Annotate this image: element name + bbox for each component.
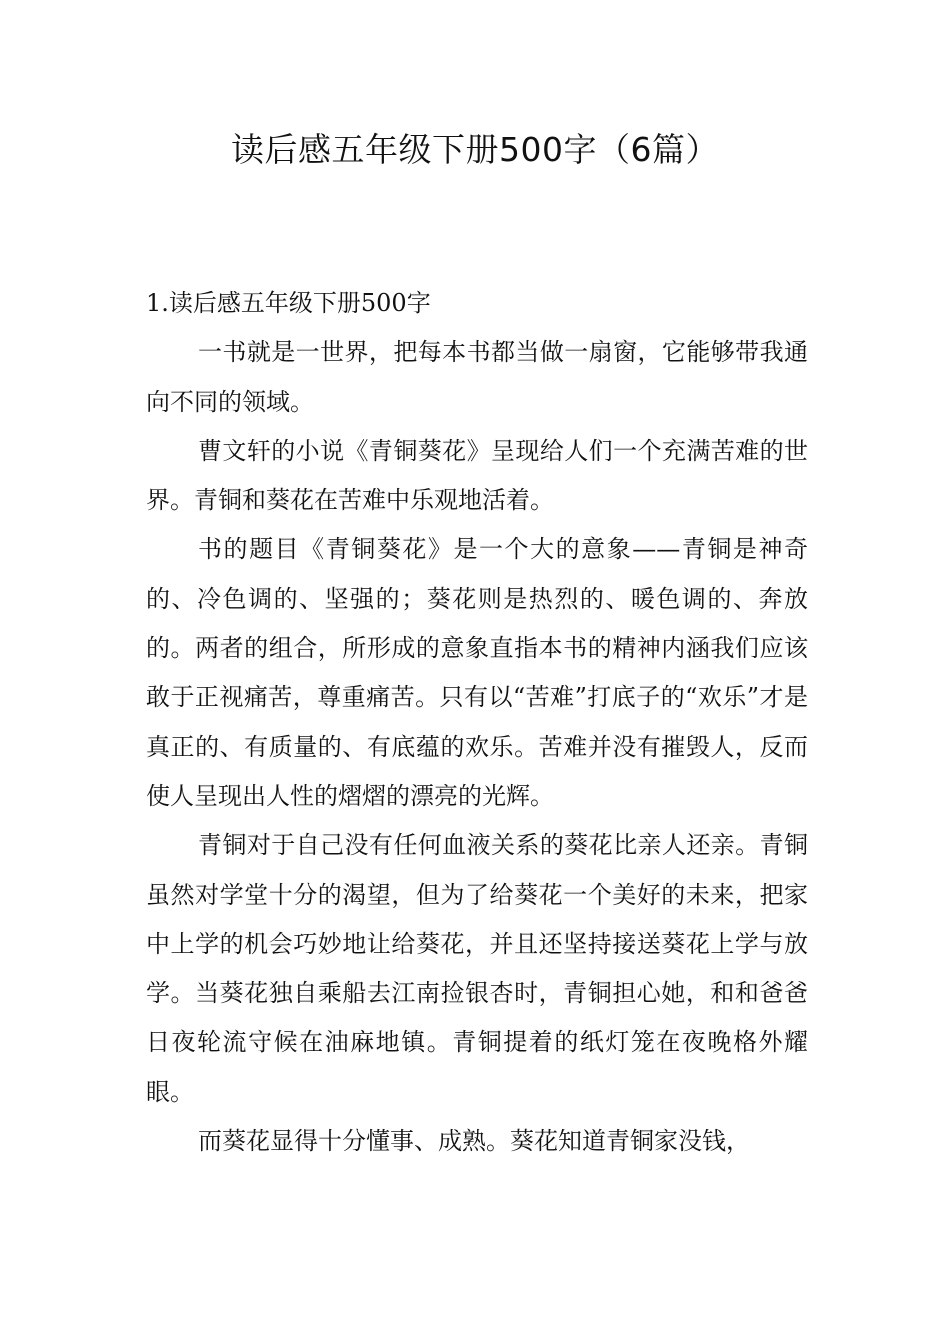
document-body — [146, 279, 808, 1166]
paragraph-4: 青铜对于自己没有任何血液关系的葵花比亲人还亲。青铜虽然对学堂十分的渴望，但为了给葵花一个美好的未来，把家中上学的机会巧妙地让给葵花，并且还坚持接送葵花上学与放学。当葵花独自乘船去江南捡银杏时，青铜担心她，和和爸爸日夜轮流守候在油麻地镇。青铜提着的纸灯笼在夜晚格外耀眼。 — [146, 831, 808, 1106]
document-title: 读后感五年级下册500字（6篇） — [231, 130, 719, 169]
section-heading: 1.读后感五年级下册500字 — [146, 289, 431, 317]
paragraph-3: 书的题目《青铜葵花》是一个大的意象——青铜是神奇的、冷色调的、坚强的；葵花则是热烈的、暖色调的、奔放的。两者的组合，所形成的意象直指本书的精神内涵我们应该敢于正视痛苦，尊重痛苦。只有以“苦难”打底子的“欢乐”才是真正的、有质量的、有底蕴的欢乐。苦难并没有摧毁人，反而使人呈现出人性的熠熠的漂亮的光辉。 — [146, 535, 808, 810]
paragraph-5: 而葵花显得十分懂事、成熟。葵花知道青铜家没钱， — [198, 1127, 750, 1156]
paragraph-2: 曹文轩的小说《青铜葵花》呈现给人们一个充满苦难的世界。青铜和葵花在苦难中乐观地活着。 — [146, 436, 808, 515]
paragraph-1: 一书就是一世界，把每本书都当做一扇窗，它能够带我通向不同的领域。 — [146, 338, 808, 416]
